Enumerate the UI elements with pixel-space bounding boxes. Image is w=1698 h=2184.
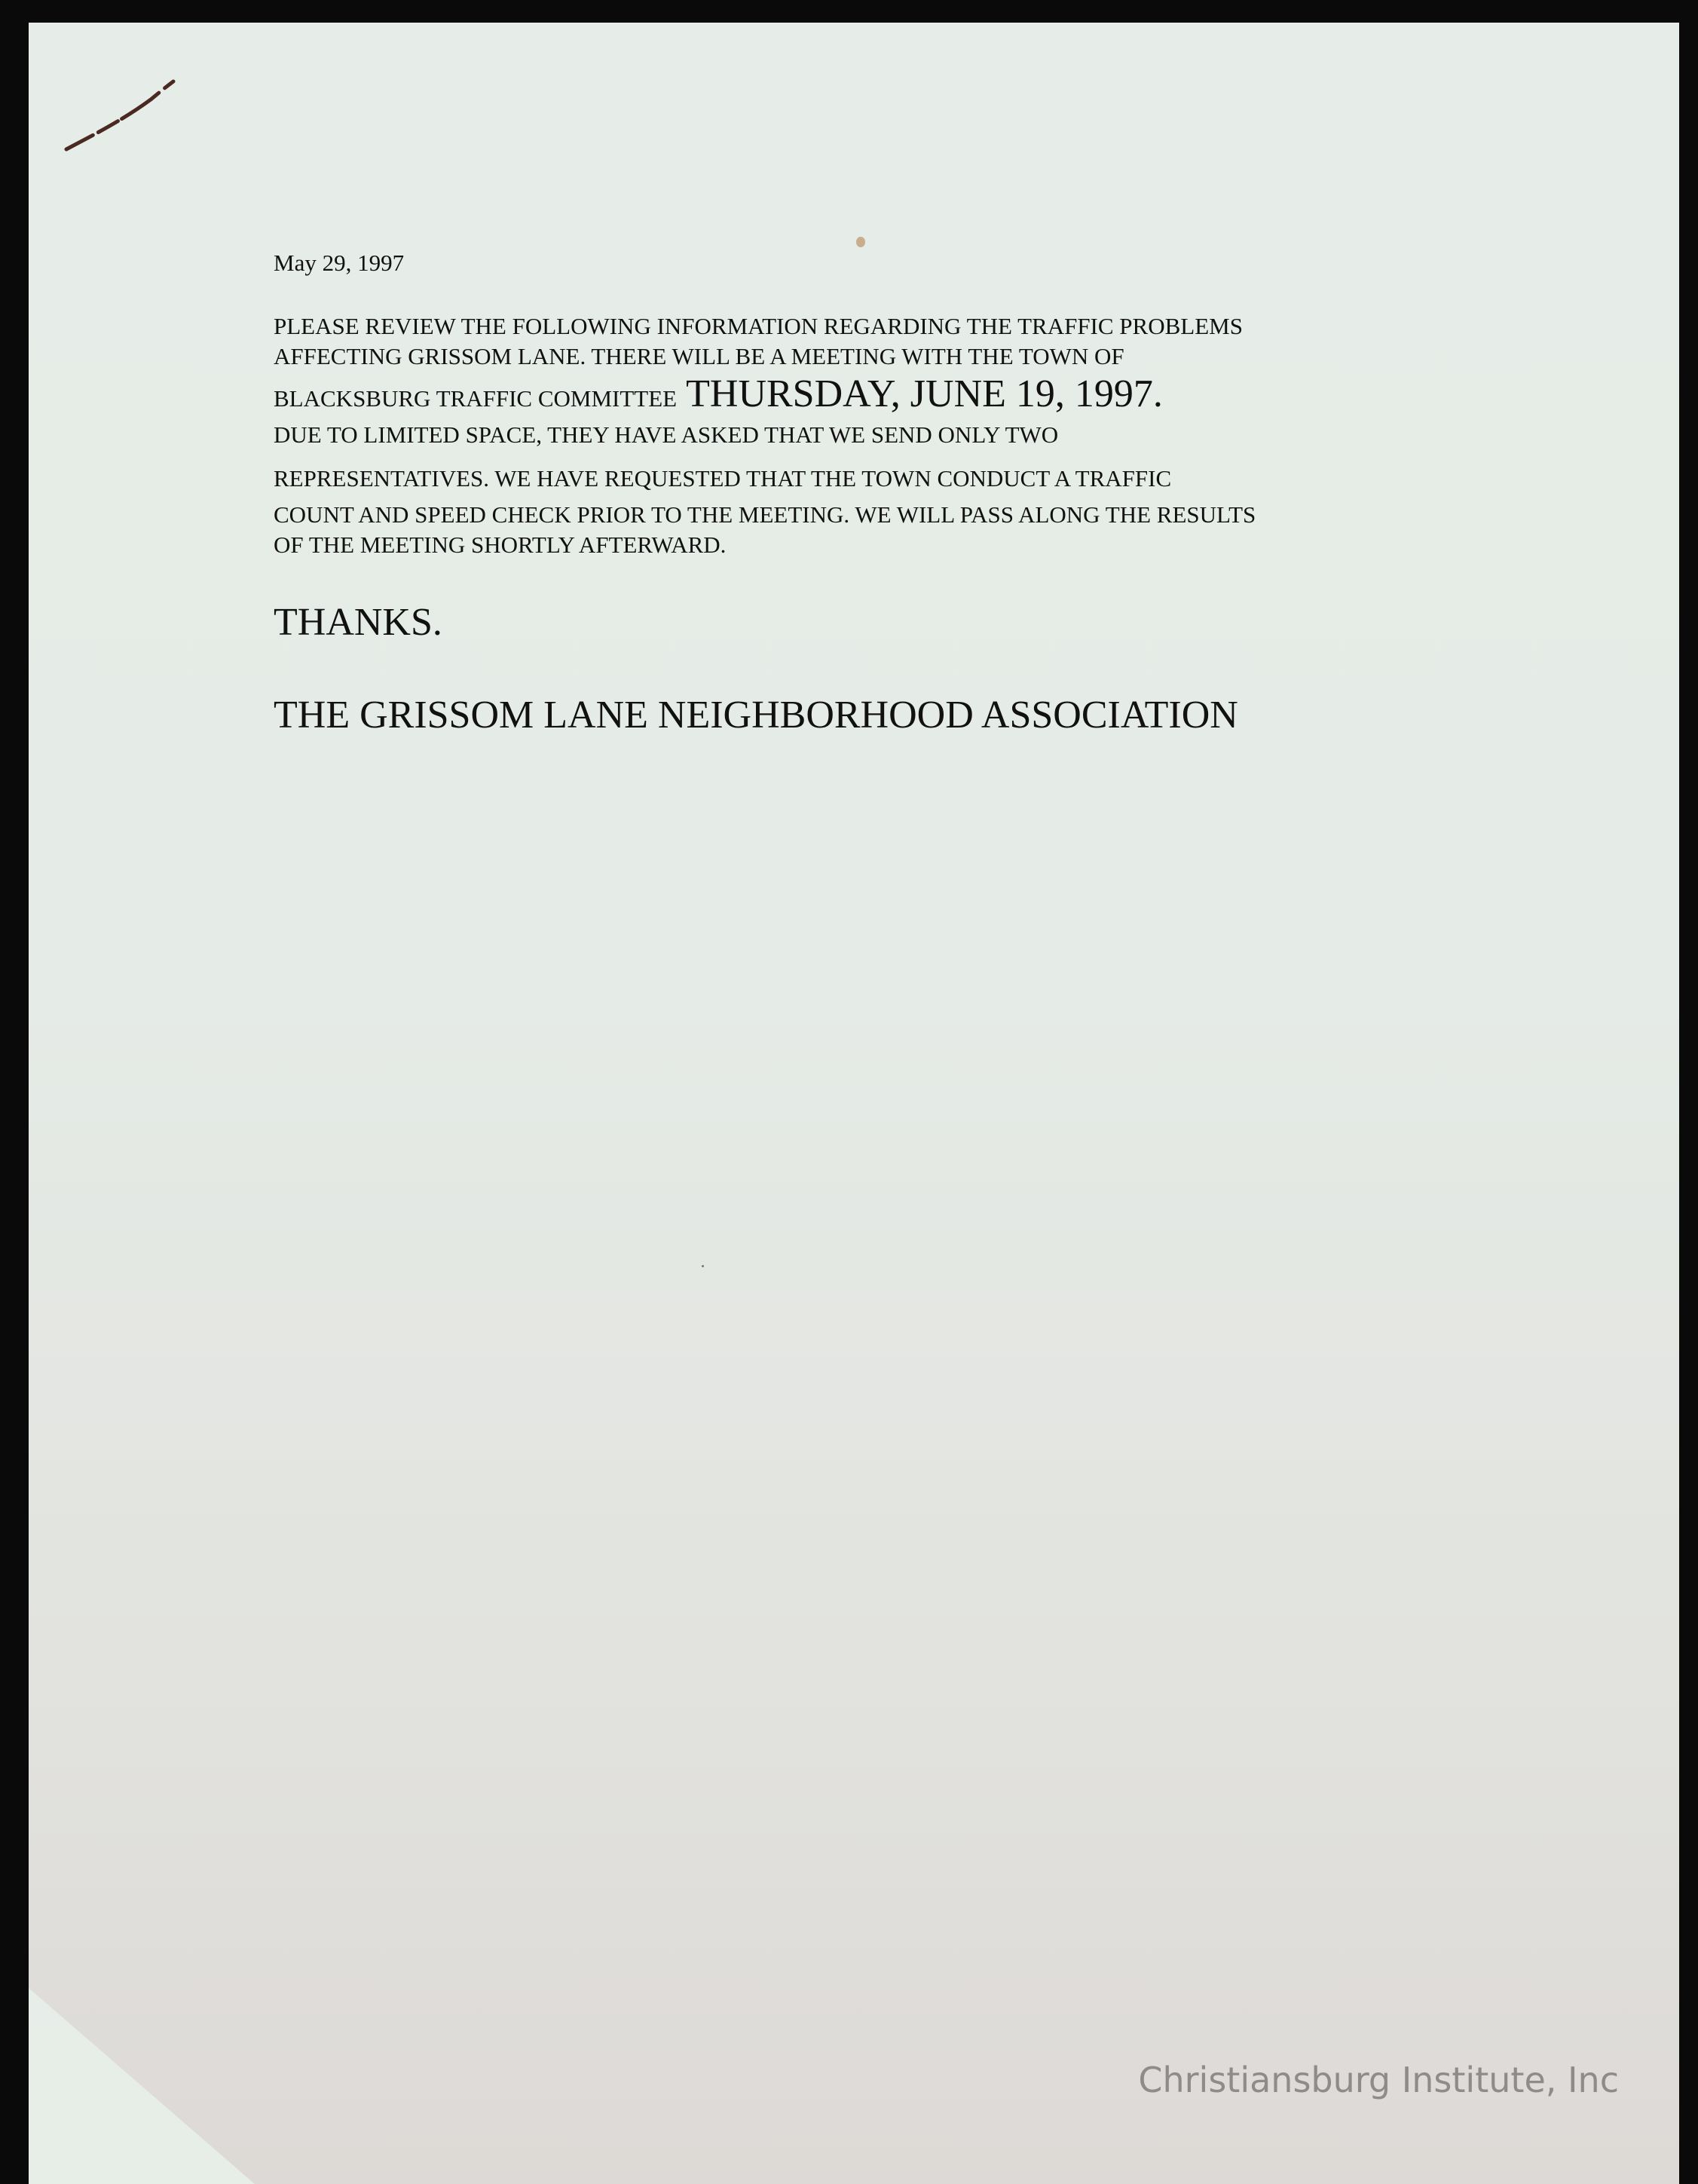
signature: THE GRISSOM LANE NEIGHBORHOOD ASSOCIATION (274, 693, 1238, 737)
body-line-7: OF THE MEETING SHORTLY AFTERWARD. (274, 531, 727, 559)
letter-date: May 29, 1997 (274, 250, 405, 276)
body-line-2: AFFECTING GRISSOM LANE. THERE WILL BE A MEETING WITH THE TOWN OF (274, 343, 1124, 370)
committee-text: BLACKSBURG TRAFFIC COMMITTEE (274, 385, 678, 412)
paper-stain (856, 237, 865, 247)
paper-fold (29, 1988, 255, 2184)
meeting-date: THURSDAY, JUNE 19, 1997. (686, 372, 1163, 416)
body-line-3 (274, 373, 1495, 420)
letter-content (274, 249, 1495, 739)
watermark: Christiansburg Institute, Inc (1138, 2060, 1619, 2100)
body-line-6: COUNT AND SPEED CHECK PRIOR TO THE MEETING. WE WILL PASS ALONG THE RESULTS (274, 501, 1256, 528)
body-line-5: REPRESENTATIVES. WE HAVE REQUESTED THAT THE TOWN CONDUCT A TRAFFIC (274, 465, 1172, 492)
paper-speck (702, 1265, 704, 1267)
body-line-1: PLEASE REVIEW THE FOLLOWING INFORMATION REGARDING THE TRAFFIC PROBLEMS (274, 313, 1243, 340)
closing: THANKS. (274, 601, 442, 645)
pencil-check-mark (62, 77, 190, 175)
body-line-4: DUE TO LIMITED SPACE, THEY HAVE ASKED THAT WE SEND ONLY TWO (274, 421, 1059, 449)
letter-body (274, 311, 1495, 560)
